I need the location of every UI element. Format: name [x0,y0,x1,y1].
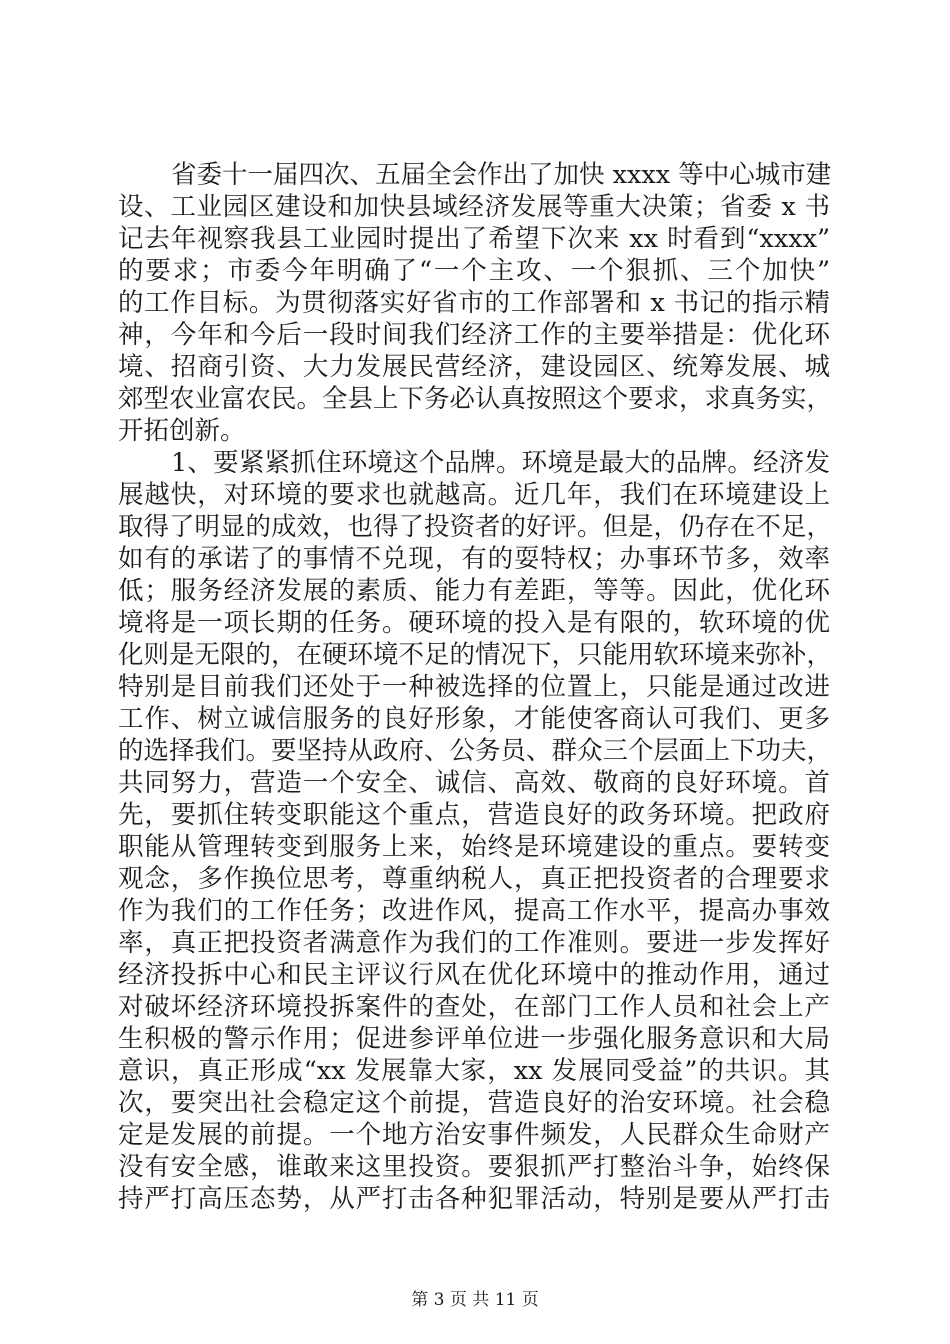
text-line: 的选择我们。要坚持从政府、公务员、群众三个层面上下功夫， [118,736,833,766]
text-line: 没有安全感，谁敢来这里投资。要狠抓严打整治斗争，始终保 [118,1152,830,1182]
text-line: 作为我们的工作任务；改进作风，提高工作水平，提高办事效 [118,896,830,926]
page-number: 第 3 页 共 11 页 [411,1290,539,1310]
text-line: 的工作目标。为贯彻落实好省市的工作部署和 x 书记的指示精 [118,288,830,318]
text-line: 的要求；市委今年明确了“一个主攻、一个狠抓、三个加快” [118,256,830,286]
text-line: 记去年视察我县工业园时提出了希望下次来 xx 时看到“xxxx” [118,224,830,254]
text-line: 特别是目前我们还处于一种被选择的位置上，只能是通过改进 [118,672,830,702]
text-line: 境、招商引资、大力发展民营经济，建设园区、统筹发展、城 [118,352,830,382]
text-line: 低；服务经济发展的素质、能力有差距，等等。因此，优化环 [118,576,830,606]
text-line: 展越快，对环境的要求也就越高。近几年，我们在环境建设上 [118,480,830,510]
text-line: 意识，真正形成“xx 发展靠大家，xx 发展同受益”的共识。其 [118,1056,830,1086]
text-line: 境将是一项长期的任务。硬环境的投入是有限的，软环境的优 [118,608,830,638]
text-line: 对破坏经济环境投拆案件的查处，在部门工作人员和社会上产 [118,992,830,1022]
text-line: 率，真正把投资者满意作为我们的工作准则。要进一步发挥好 [118,928,830,958]
text-line: 如有的承诺了的事情不兑现，有的耍特权；办事环节多，效率 [118,544,830,574]
text-line: 神，今年和今后一段时间我们经济工作的主要举措是：优化环 [118,320,830,350]
text-line: 取得了明显的成效，也得了投资者的好评。但是，仍存在不足， [118,512,833,542]
text-line: 设、工业园区建设和加快县域经济发展等重大决策；省委 x 书 [118,192,830,222]
text-line: 次，要突出社会稳定这个前提，营造良好的治安环境。社会稳 [118,1088,830,1118]
text-line: 工作、树立诚信服务的良好形象，才能使客商认可我们、更多 [118,704,830,734]
text-line: 持严打高压态势，从严打击各种犯罪活动，特别是要从严打击 [118,1184,830,1214]
text-line: 化则是无限的，在硬环境不足的情况下，只能用软环境来弥补， [118,640,833,670]
text-line: 郊型农业富农民。全县上下务必认真按照这个要求，求真务实， [118,384,833,414]
text-line: 定是发展的前提。一个地方治安事件频发，人民群众生命财产 [118,1120,830,1150]
text-line: 职能从管理转变到服务上来，始终是环境建设的重点。要转变 [118,832,830,862]
text-line: 省委十一届四次、五届全会作出了加快 xxxx 等中心城市建 [171,160,832,190]
text-line: 经济投拆中心和民主评议行风在优化环境中的推动作用，通过 [118,960,830,990]
text-line: 先，要抓住转变职能这个重点，营造良好的政务环境。把政府 [118,800,830,830]
text-line: 生积极的警示作用；促进参评单位进一步强化服务意识和大局 [118,1024,830,1054]
text-line: 共同努力，营造一个安全、诚信、高效、敬商的良好环境。首 [118,768,830,798]
text-line: 开拓创新。 [118,416,246,446]
text-line: 观念，多作换位思考，尊重纳税人，真正把投资者的合理要求 [118,864,830,894]
text-line: 1、要紧紧抓住环境这个品牌。环境是最大的品牌。经济发 [171,448,830,478]
